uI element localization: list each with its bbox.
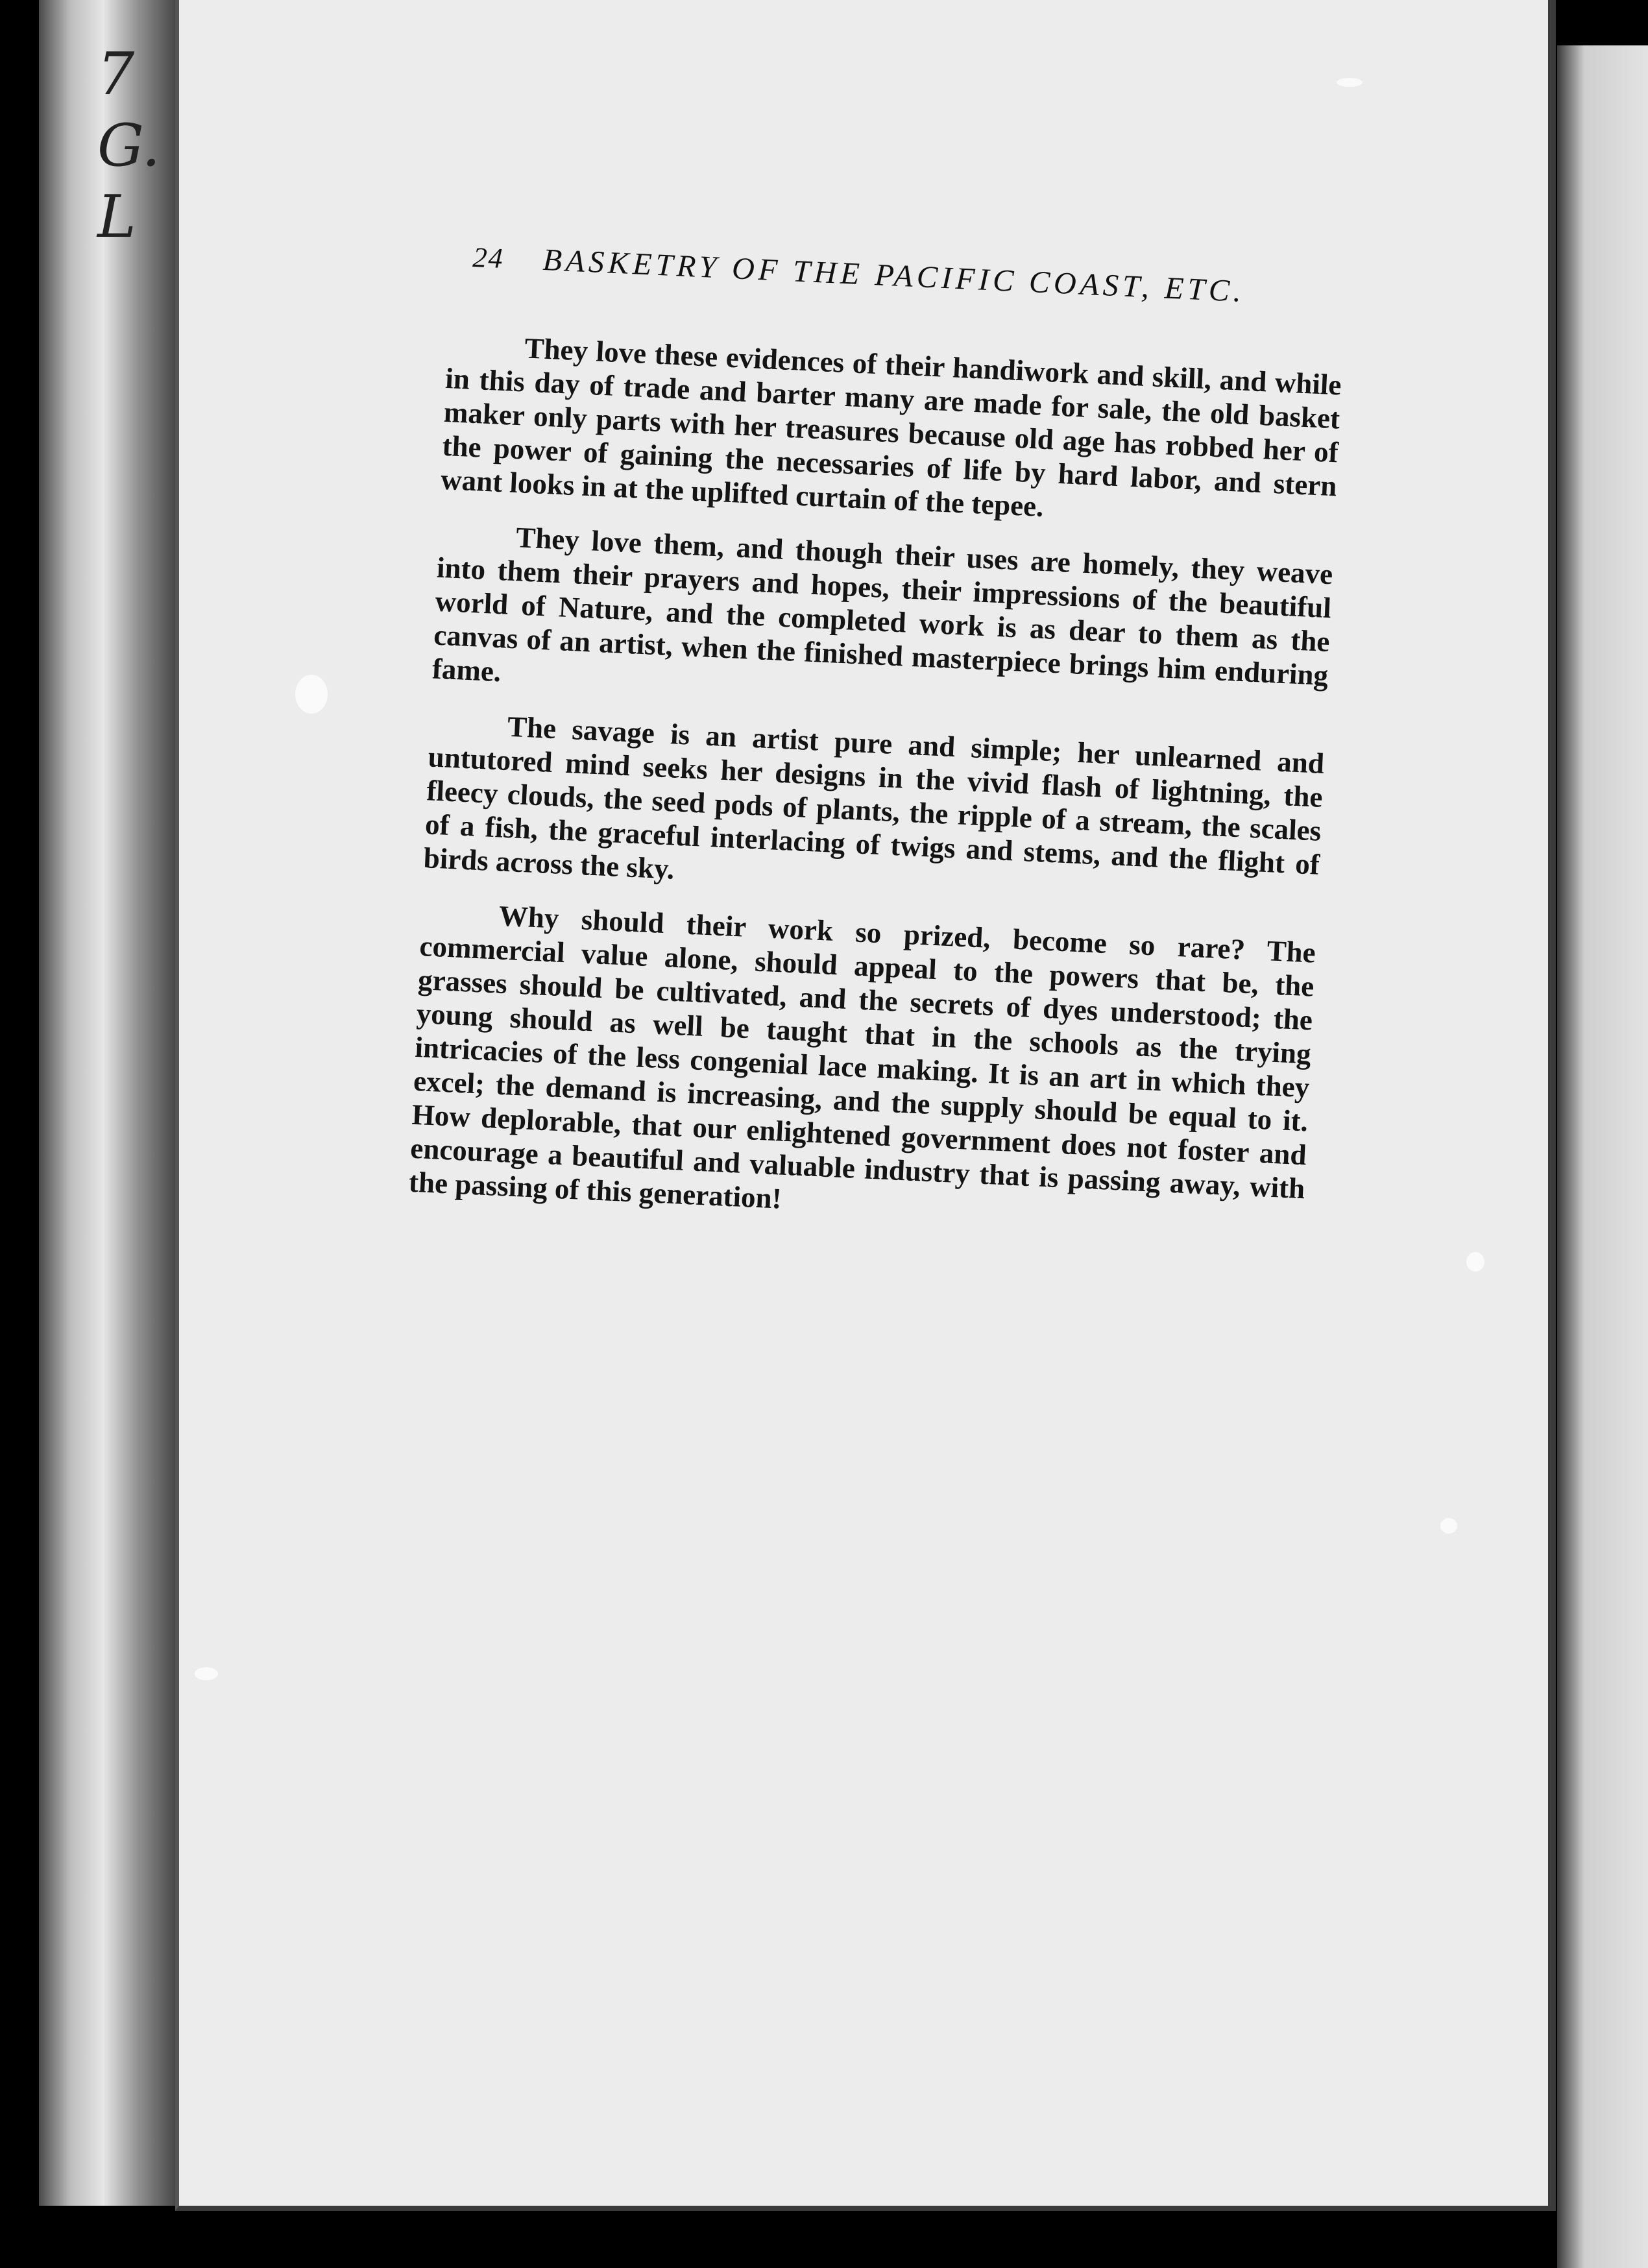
margin-note: L <box>97 183 136 251</box>
page-number: 24 <box>472 241 505 275</box>
paragraph: Why should their work so prized, become so rare? The commercial value alone, should appeal to the powers that be, the grasses should be cultivated, and the secrets of dyes understood; the young should as well be taught that in the schools as the trying intricacies of the less congenial lace making. It is an art in which they excel; the demand is increasing, and the supply should be equal to it. How deplorable, that our enlightened government does not foster and encourage a beautiful and valuable industry that is passing away, with the passing of this generation! <box>408 899 1316 1215</box>
book-spine-edge <box>39 0 182 2206</box>
scan-speck <box>1440 1518 1457 1534</box>
scan-speck <box>1466 1252 1484 1272</box>
scan-speck <box>195 1667 218 1680</box>
scan-speck <box>1337 78 1363 87</box>
facing-page-edge <box>1557 45 1648 2268</box>
paragraph: They love these evidences of their handiwork and skill, and while in this day of trade and barter many are made for sale, the old basket maker only parts with her treasures because old age has robbed her of the power of gaining the necessaries of life by hard labor, and stern want looks in at the uplifted curtain of the tepee. <box>440 332 1342 523</box>
margin-note: G. <box>97 112 161 180</box>
margin-note: 7 <box>97 40 135 108</box>
paragraph: The savage is an artist pure and simple; her unlearned and untutored mind seeks her designs in the vivid flash of lightning, the fleecy clouds, the seed pods of plants, the ripple of a stream, the scales of a fish, the graceful interlacing of twigs and stems, and the flight of birds across the sky. <box>422 710 1326 886</box>
paragraph: They love them, and though their uses are homely, they weave into them their prayers and hopes, their impressions of the beautiful world of Nature, and the completed work is as dear to them as the canvas of an artist, when the finished masterpiece brings him enduring fame. <box>431 521 1334 692</box>
margin-handwriting <box>97 39 161 251</box>
scan-speck <box>295 675 328 714</box>
body-text <box>407 328 1342 1260</box>
running-title: BASKETRY OF THE PACIFIC COAST, ETC. <box>542 242 1246 309</box>
